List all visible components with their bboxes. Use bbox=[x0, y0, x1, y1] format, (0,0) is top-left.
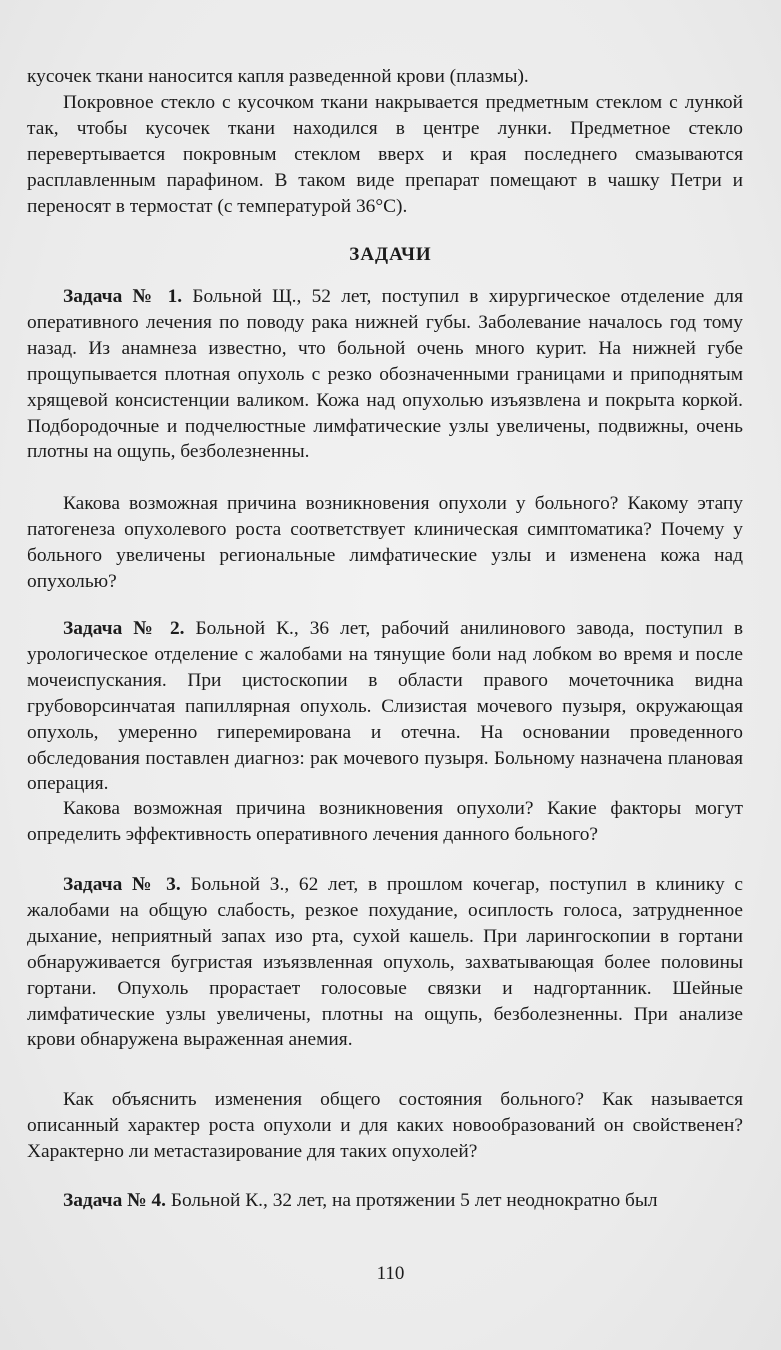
intro-line: кусочек ткани наносится капля разведенной крови (плазмы). bbox=[27, 66, 529, 87]
task-1-text: Больной Щ., 52 лет, поступил в хирургическое отделение для оперативного лечения по поводу рака нижней губы. Заболевание началось год тому назад. Из анамнеза известно, что больной очень много курит. На нижней губе прощупывается плотная опухоль с резко обозначенными границами и приподнятым хрящевой консистенции валиком. Кожа над опухолью изъязвлена и покрыта коркой. Подбородочные и подчелюстные лимфатические узлы увеличены, подвижны, очень плотны на ощупь, безболезненны. bbox=[27, 286, 744, 463]
task-2-paragraph bbox=[27, 616, 743, 797]
task-3-label: Задача № 3. bbox=[63, 874, 181, 895]
task-3-paragraph bbox=[27, 872, 743, 1053]
task-4-paragraph bbox=[27, 1188, 743, 1214]
task-3-questions: Как объяснить изменения общего состояния больного? Как называется описанный характер роста опухоли и для каких новообразований он свойственен? Характерно ли метастазирование для таких опухолей? bbox=[27, 1089, 743, 1162]
task-1-paragraph bbox=[27, 284, 743, 465]
task-2-text: Больной К., 36 лет, рабочий анилинового завода, поступил в урологическое отделение с жалобами на тянущие боли над лобком во время и после мочеиспускания. При цистоскопии в области правого мочеточника видна грубоворсинчатая папиллярная опухоль. Слизистая мочевого пузыря, окружающая опухоль, умеренно гиперемирована и отечна. На основании проведенного обследования поставлен диагноз: рак мочевого пузыря. Больному назначена плановая операция. bbox=[27, 618, 743, 795]
page-number: 110 bbox=[376, 1263, 405, 1284]
task-4-text: Больной К., 32 лет, на протяжении 5 лет неоднократно был bbox=[166, 1190, 658, 1211]
intro-paragraph: Покровное стекло с кусочком ткани накрывается предметным стеклом с лункой так, чтобы кусочек ткани находился в центре лунки. Предметное стекло перевертывается покровным стеклом вверх и края последнего смазываются расплавленным парафином. В таком виде препарат помещают в чашку Петри и переносят в термостат (с температурой 36°С). bbox=[27, 92, 743, 217]
task-1-label: Задача № 1. bbox=[63, 286, 183, 307]
section-title: ЗАДАЧИ bbox=[349, 244, 432, 265]
task-2-questions: Какова возможная причина возникновения опухоли? Какие факторы могут определить эффективность оперативного лечения данного больного? bbox=[27, 798, 743, 845]
task-3-text: Больной З., 62 лет, в прошлом кочегар, поступил в клинику с жалобами на общую слабость, резкое похудание, осиплость голоса, затрудненное дыхание, неприятный запах изо рта, сухой кашель. При ларингоскопии в гортани обнаруживается бугристая изъязвленная опухоль, захватывающая более половины гортани. Опухоль прорастает голосовые связки и надгортанник. Шейные лимфатические узлы увеличены, плотны на ощупь, безболезненны. При анализе крови обнаружена выраженная анемия. bbox=[27, 874, 743, 1051]
task-2-label: Задача № 2. bbox=[63, 618, 185, 639]
task-1-questions: Какова возможная причина возникновения опухоли у больного? Какому этапу патогенеза опухолевого роста соответствует клиническая симптоматика? Почему у больного увеличены региональные лимфатические узлы и изменена кожа над опухолью? bbox=[27, 493, 743, 592]
task-4-label: Задача № 4. bbox=[63, 1190, 167, 1211]
